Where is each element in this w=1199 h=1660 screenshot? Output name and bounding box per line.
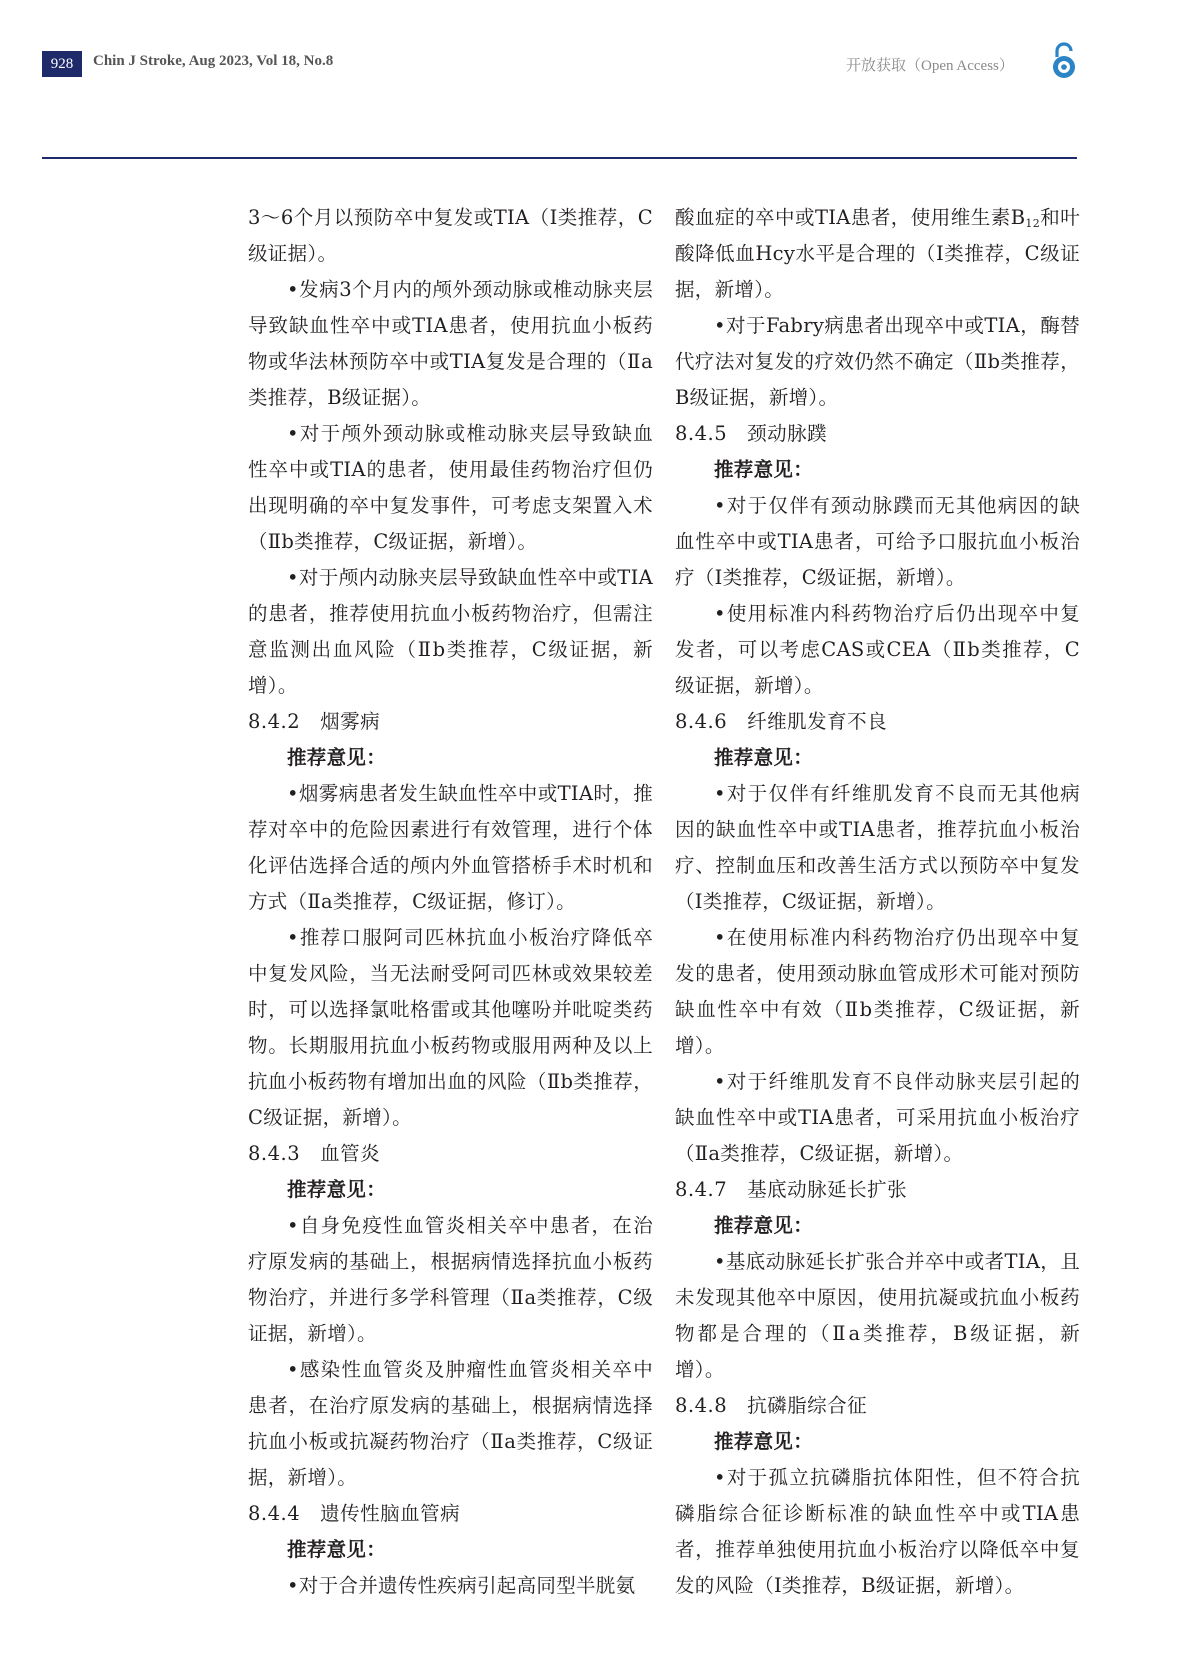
paragraph: •在使用标准内科药物治疗仍出现卒中复发的患者，使用颈动脉血管成形术可能对预防缺血性卒中有效（Ⅱb类推荐，C级证据，新增）。 [675,926,1080,1057]
paragraph: •对于孤立抗磷脂抗体阳性，但不符合抗磷脂综合征诊断标准的缺血性卒中或TIA患者，推荐单独使用抗血小板治疗以降低卒中复发的风险（Ⅰ类推荐，B级证据，新增）。 [675,1466,1080,1597]
b12-paragraph [675,200,1080,308]
paragraph: •对于合并遗传性疾病引起高同型半胱氨 [287,1574,636,1597]
paragraph-continuation: 3～6个月以预防卒中复发或TIA（Ⅰ类推荐，C级证据）。 [248,206,653,265]
page-number: 928 [42,51,82,77]
open-access-label: 开放获取（Open Access） [846,58,1014,74]
section-heading: 8.4.3 血管炎 [248,1142,381,1165]
recommendation-heading: 推荐意见： [714,1214,814,1237]
page-header [0,0,1199,160]
b12-subscript: 12 [1025,217,1041,230]
paragraph: •对于颅内动脉夹层导致缺血性卒中或TIA的患者，推荐使用抗血小板药物治疗，但需注意监测出血风险（Ⅱb类推荐，C级证据，新增）。 [248,566,653,697]
paragraph: •基底动脉延长扩张合并卒中或者TIA，且未发现其他卒中原因，使用抗凝或抗血小板药物都是合理的（Ⅱa类推荐，B级证据，新增）。 [675,1250,1080,1381]
section-heading: 8.4.4 遗传性脑血管病 [248,1502,461,1525]
section-heading: 8.4.8 抗磷脂综合征 [675,1394,868,1417]
left-column [248,200,653,1604]
recommendation-heading: 推荐意见： [287,1538,387,1561]
open-access-lock-icon [1050,42,1078,80]
paragraph: •感染性血管炎及肿瘤性血管炎相关卒中患者，在治疗原发病的基础上，根据病情选择抗血小板或抗凝药物治疗（Ⅱa类推荐，C级证据，新增）。 [248,1358,653,1489]
header-rule [42,157,1077,159]
paragraph: •对于颅外颈动脉或椎动脉夹层导致缺血性卒中或TIA的患者，使用最佳药物治疗但仍出现明确的卒中复发事件，可考虑支架置入术（Ⅱb类推荐，C级证据，新增）。 [248,422,653,553]
recommendation-heading: 推荐意见： [714,458,814,481]
recommendation-heading: 推荐意见： [287,1178,387,1201]
b12-text-after: 和叶酸降低血Hcy水平是合理的（Ⅰ类推荐，C级证据，新增）。 [675,206,1080,301]
paragraph: •对于Fabry病患者出现卒中或TIA，酶替代疗法对复发的疗效仍然不确定（Ⅱb类推荐，B级证据，新增）。 [675,314,1080,409]
right-column [675,200,1080,1604]
paragraph: •对于仅伴有颈动脉蹼而无其他病因的缺血性卒中或TIA患者，可给予口服抗血小板治疗（Ⅰ类推荐，C级证据，新增）。 [675,494,1080,589]
recommendation-heading: 推荐意见： [287,746,387,769]
paragraph: •发病3个月内的颅外颈动脉或椎动脉夹层导致缺血性卒中或TIA患者，使用抗血小板药物或华法林预防卒中或TIA复发是合理的（Ⅱa类推荐，B级证据）。 [248,278,653,409]
paragraph: •烟雾病患者发生缺血性卒中或TIA时，推荐对卒中的危险因素进行有效管理，进行个体化评估选择合适的颅内外血管搭桥手术时机和方式（Ⅱa类推荐，C级证据，修订）。 [248,782,653,913]
paragraph: •自身免疫性血管炎相关卒中患者，在治疗原发病的基础上，根据病情选择抗血小板药物治疗，并进行多学科管理（Ⅱa类推荐，C级证据，新增）。 [248,1214,653,1345]
paragraph: •对于仅伴有纤维肌发育不良而无其他病因的缺血性卒中或TIA患者，推荐抗血小板治疗、控制血压和改善生活方式以预防卒中复发（Ⅰ类推荐，C级证据，新增）。 [675,782,1080,913]
recommendation-heading: 推荐意见： [714,746,814,769]
paragraph: •对于纤维肌发育不良伴动脉夹层引起的缺血性卒中或TIA患者，可采用抗血小板治疗（Ⅱa类推荐，C级证据，新增）。 [675,1070,1080,1165]
recommendation-heading: 推荐意见： [714,1430,814,1453]
journal-citation: Chin J Stroke, Aug 2023, Vol 18, No.8 [93,53,334,69]
paragraph: •推荐口服阿司匹林抗血小板治疗降低卒中复发风险，当无法耐受阿司匹林或效果较差时，可以选择氯吡格雷或其他噻吩并吡啶类药物。长期服用抗血小板药物或服用两种及以上抗血小板药物有增加出血的风险（Ⅱb类推荐，C级证据，新增）。 [248,926,653,1129]
section-heading: 8.4.6 纤维肌发育不良 [675,710,888,733]
b12-text-before: 酸血症的卒中或TIA患者，使用维生素B [675,206,1026,229]
section-heading: 8.4.7 基底动脉延长扩张 [675,1178,908,1201]
section-heading: 8.4.5 颈动脉蹼 [675,422,828,445]
paragraph: •使用标准内科药物治疗后仍出现卒中复发者，可以考虑CAS或CEA（Ⅱb类推荐，C级证据，新增）。 [675,602,1080,697]
section-heading: 8.4.2 烟雾病 [248,710,381,733]
